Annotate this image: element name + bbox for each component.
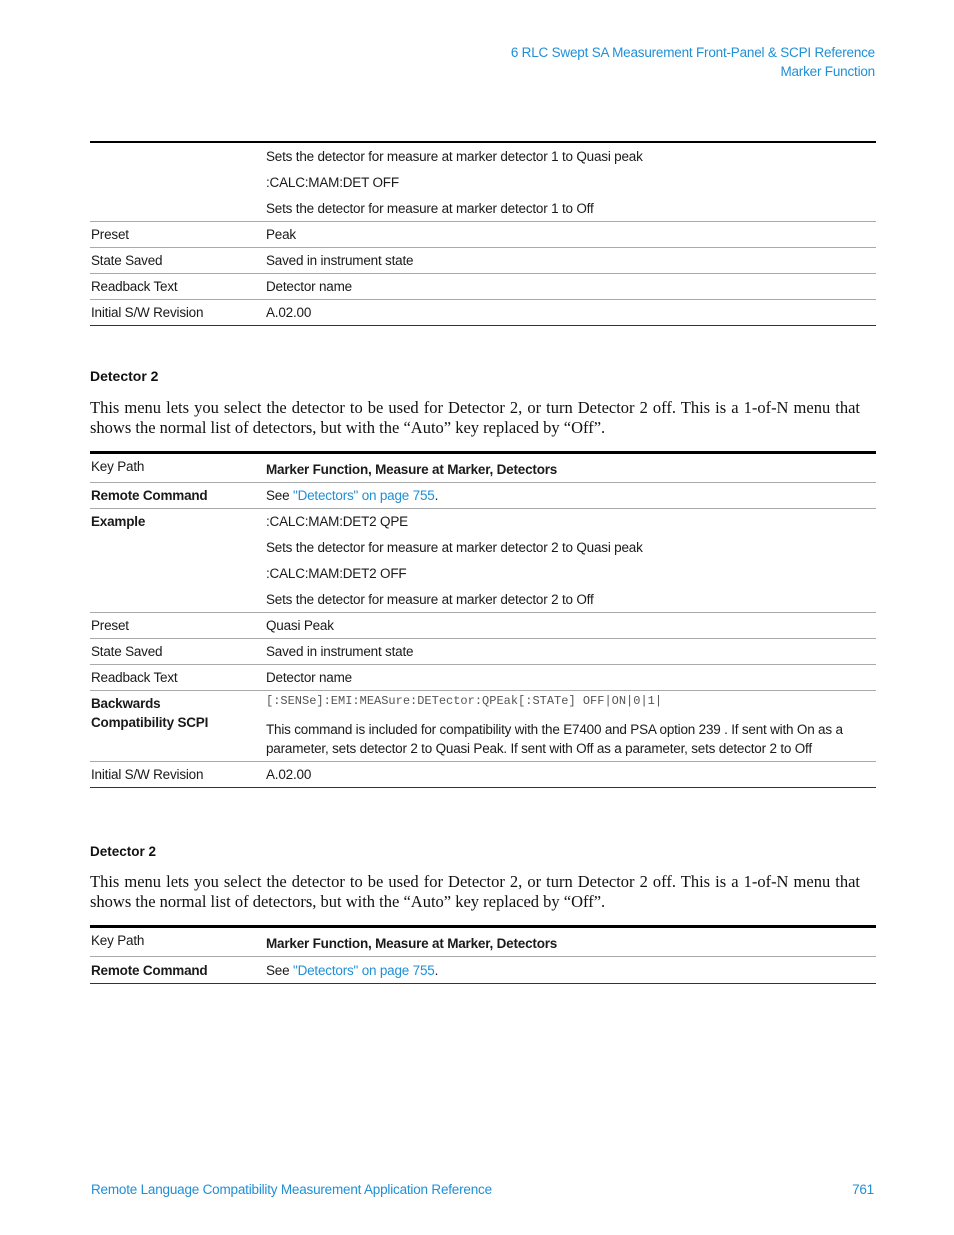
see-text: See <box>266 963 293 978</box>
header-section: Marker Function <box>780 64 875 79</box>
row-key: Remote Command <box>91 488 208 503</box>
row-value: Detector name <box>266 279 352 294</box>
key-path-value: Marker Function, Measure at Marker, Detectors <box>266 936 558 951</box>
table-row <box>90 927 876 957</box>
example-line: :CALC:MAM:DET OFF <box>266 175 399 190</box>
example-line: Sets the detector for measure at marker detector 2 to Off <box>266 592 594 607</box>
table-detector1-continued <box>90 141 876 326</box>
page-number: 761 <box>852 1182 874 1197</box>
example-line: :CALC:MAM:DET2 QPE <box>266 514 408 529</box>
table-row <box>90 613 876 639</box>
footer-title: Remote Language Compatibility Measurement Application Reference <box>91 1182 492 1197</box>
section-heading: Detector 2 <box>90 368 159 384</box>
table-row <box>90 483 876 509</box>
detectors-link[interactable]: "Detectors" on page 755 <box>292 963 435 978</box>
section-paragraph: This menu lets you select the detector to be used for Detector 2, or turn Detector 2 off. This is a 1-of-N menu that shows the normal list of detectors, but with the “Auto” key replaced by “Off”. <box>90 872 860 911</box>
table-row <box>90 957 876 984</box>
example-line: :CALC:MAM:DET2 OFF <box>266 566 407 581</box>
detectors-link[interactable]: "Detectors" on page 755 <box>292 488 435 503</box>
row-value: Saved in instrument state <box>266 644 414 659</box>
row-key: State Saved <box>91 253 163 268</box>
row-value: A.02.00 <box>266 305 312 320</box>
example-line: Sets the detector for measure at marker detector 1 to Quasi peak <box>266 149 643 164</box>
row-value: Peak <box>266 227 296 242</box>
remote-command-value <box>266 957 876 983</box>
row-key: Readback Text <box>91 279 178 294</box>
row-key: Backwards <box>91 696 161 711</box>
table-row <box>90 274 876 300</box>
key-path-value: Marker Function, Measure at Marker, Detectors <box>266 462 558 477</box>
example-line: Sets the detector for measure at marker detector 2 to Quasi peak <box>266 540 643 555</box>
table-row <box>90 142 876 222</box>
row-value: Quasi Peak <box>266 618 334 633</box>
row-value: Saved in instrument state <box>266 253 414 268</box>
compat-command: [:SENSe]:EMI:MEASure:DETector:QPEak[:STATe] OFF|ON|0|1| <box>266 694 663 708</box>
table-row <box>90 222 876 248</box>
table-row <box>90 762 876 788</box>
table-detector2 <box>90 451 876 788</box>
see-text: See <box>266 488 293 503</box>
compat-description: This command is included for compatibility with the E7400 and PSA option 239 . If sent with On as a parameter, sets detector 2 to Quasi Peak. If sent with Off as a parameter, sets detector 2 to Off <box>266 722 843 756</box>
remote-command-value <box>266 483 876 508</box>
row-key: Preset <box>91 227 129 242</box>
row-key: State Saved <box>91 644 163 659</box>
row-key: Initial S/W Revision <box>91 767 204 782</box>
row-key: Key Path <box>91 933 145 948</box>
row-value: Detector name <box>266 670 352 685</box>
table-detector2-repeat <box>90 925 876 984</box>
table-cell-key <box>90 142 266 222</box>
period-text: . <box>434 488 439 503</box>
row-key: Remote Command <box>91 963 208 978</box>
table-row <box>90 665 876 691</box>
header-chapter: 6 RLC Swept SA Measurement Front-Panel & SCPI Reference <box>510 45 875 60</box>
row-key: Initial S/W Revision <box>91 305 204 320</box>
row-key: Readback Text <box>91 670 178 685</box>
table-cell-value <box>266 142 876 222</box>
row-key: Example <box>91 514 146 529</box>
table-row <box>90 453 876 483</box>
table-row <box>90 691 876 762</box>
table-row <box>90 639 876 665</box>
row-key: Preset <box>91 618 129 633</box>
table-row <box>90 509 876 613</box>
example-line: Sets the detector for measure at marker detector 1 to Off <box>266 201 594 216</box>
row-key: Compatibility SCPI <box>91 715 209 730</box>
row-key: Key Path <box>91 459 145 474</box>
section-paragraph: This menu lets you select the detector to be used for Detector 2, or turn Detector 2 off. This is a 1-of-N menu that shows the normal list of detectors, but with the “Auto” key replaced by “Off”. <box>90 398 860 437</box>
period-text: . <box>434 963 439 978</box>
table-row <box>90 248 876 274</box>
table-row <box>90 300 876 326</box>
row-value: A.02.00 <box>266 767 312 782</box>
section-heading: Detector 2 <box>90 844 157 859</box>
